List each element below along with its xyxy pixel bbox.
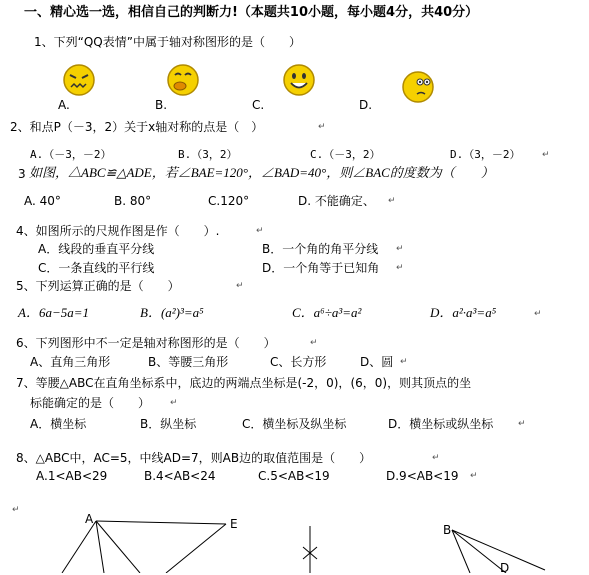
- figure-label-a: A: [85, 512, 94, 526]
- q4-option-a: A．线段的垂直平分线: [38, 242, 155, 256]
- q3-option-b: B. 80°: [114, 194, 152, 208]
- q8-option-d: D.9<AB<19: [386, 469, 459, 483]
- question-6-stem: 6、下列图形中不一定是轴对称图形的是（ ）: [16, 336, 276, 350]
- figure-label-b: B: [443, 523, 452, 537]
- q8-option-c: C.5<AB<19: [258, 469, 330, 483]
- q7-option-c: C．横坐标及纵坐标: [242, 417, 347, 431]
- question-2-stem: 2、和点P（－3，2）关于x轴对称的点是（ ）: [10, 120, 264, 134]
- q6-option-b: B、等腰三角形: [148, 355, 229, 369]
- q5-option-b: B．(a²)³=a⁵: [140, 305, 204, 320]
- q5-option-a: A．6a−5a=1: [18, 305, 89, 320]
- question-4-stem: 4、如图所示的尺规作图是作（ ）.: [16, 224, 220, 238]
- q7-option-d: D．横坐标或纵坐标: [388, 417, 494, 431]
- q8-option-b: B.4<AB<24: [144, 469, 216, 483]
- q7-option-b: B．纵坐标: [140, 417, 197, 431]
- q2-option-b: B.（3，2）: [178, 148, 238, 161]
- question-8-stem: 8、△ABC中，AC=5，中线AD=7，则AB边的取值范围是（ ）: [16, 451, 372, 465]
- return-mark: ↵: [400, 357, 408, 367]
- figure-label-d: D: [500, 561, 510, 575]
- qq-face-a-icon: [62, 63, 96, 97]
- return-mark: ↵: [12, 505, 20, 515]
- return-mark: ↵: [432, 453, 440, 463]
- question-7-line-2: 标能确定的是（ ）: [30, 396, 151, 410]
- q2-option-a: A.（－3，－2）: [30, 148, 112, 161]
- q2-option-c: C.（－3，2）: [310, 148, 381, 161]
- question-1-stem: 1、下列“QQ表情”中属于轴对称图形的是（ ）: [34, 35, 301, 49]
- return-mark: ↵: [318, 122, 326, 132]
- question-3-number: 3: [18, 167, 26, 181]
- question-3-stem: 如图，△ABC≌△ADE，若∠BAE=120°，∠BAD=40°，则∠BAC的度数为（ ）: [29, 165, 494, 180]
- return-mark: ↵: [534, 309, 542, 319]
- q1-label-c: C.: [252, 98, 265, 112]
- q1-label-b: B.: [155, 98, 168, 112]
- q6-option-d: D、圆: [360, 355, 394, 369]
- return-mark: ↵: [388, 196, 396, 206]
- q5-option-d: D．a²·a³=a⁵: [430, 305, 497, 320]
- q5-option-c: C．a⁶÷a³=a²: [292, 305, 362, 320]
- figure-label-e: E: [230, 517, 238, 531]
- q3-option-d: D. 不能确定、: [298, 194, 375, 208]
- q1-label-d: D.: [359, 98, 373, 112]
- return-mark: ↵: [396, 263, 404, 273]
- q2-option-d: D.（3，－2）: [450, 148, 521, 161]
- q6-option-c: C、长方形: [270, 355, 327, 369]
- q6-option-a: A、直角三角形: [30, 355, 111, 369]
- qq-face-c-icon: [282, 63, 316, 97]
- return-mark: ↵: [518, 419, 526, 429]
- return-mark: ↵: [396, 244, 404, 254]
- question-7-line-1: 7、等腰△ABC在直角坐标系中，底边的两端点坐标是(-2，0)，(6，0)，则其顶点的坐: [16, 376, 472, 390]
- q4-option-c: C．一条直线的平行线: [38, 261, 155, 275]
- q4-option-d: D．一个角等于已知角: [262, 261, 380, 275]
- return-mark: ↵: [256, 226, 264, 236]
- q7-option-a: A．横坐标: [30, 417, 87, 431]
- return-mark: ↵: [542, 150, 550, 160]
- section-header: 一、精心选一选，相信自己的判断力!（本题共10小题，每小题4分，共40分）: [24, 5, 479, 20]
- return-mark: ↵: [310, 338, 318, 348]
- q4-option-b: B．一个角的角平分线: [262, 242, 379, 256]
- return-mark: ↵: [470, 471, 478, 481]
- qq-face-d-icon: [401, 70, 435, 104]
- q1-label-a: A.: [58, 98, 70, 112]
- return-mark: ↵: [236, 281, 244, 291]
- q3-option-c: C.120°: [208, 194, 250, 208]
- q3-option-a: A. 40°: [24, 194, 61, 208]
- q8-option-a: A.1<AB<29: [36, 469, 108, 483]
- question-5-stem: 5、下列运算正确的是（ ）: [16, 279, 180, 293]
- return-mark: ↵: [170, 398, 178, 408]
- qq-face-b-icon: [166, 63, 200, 97]
